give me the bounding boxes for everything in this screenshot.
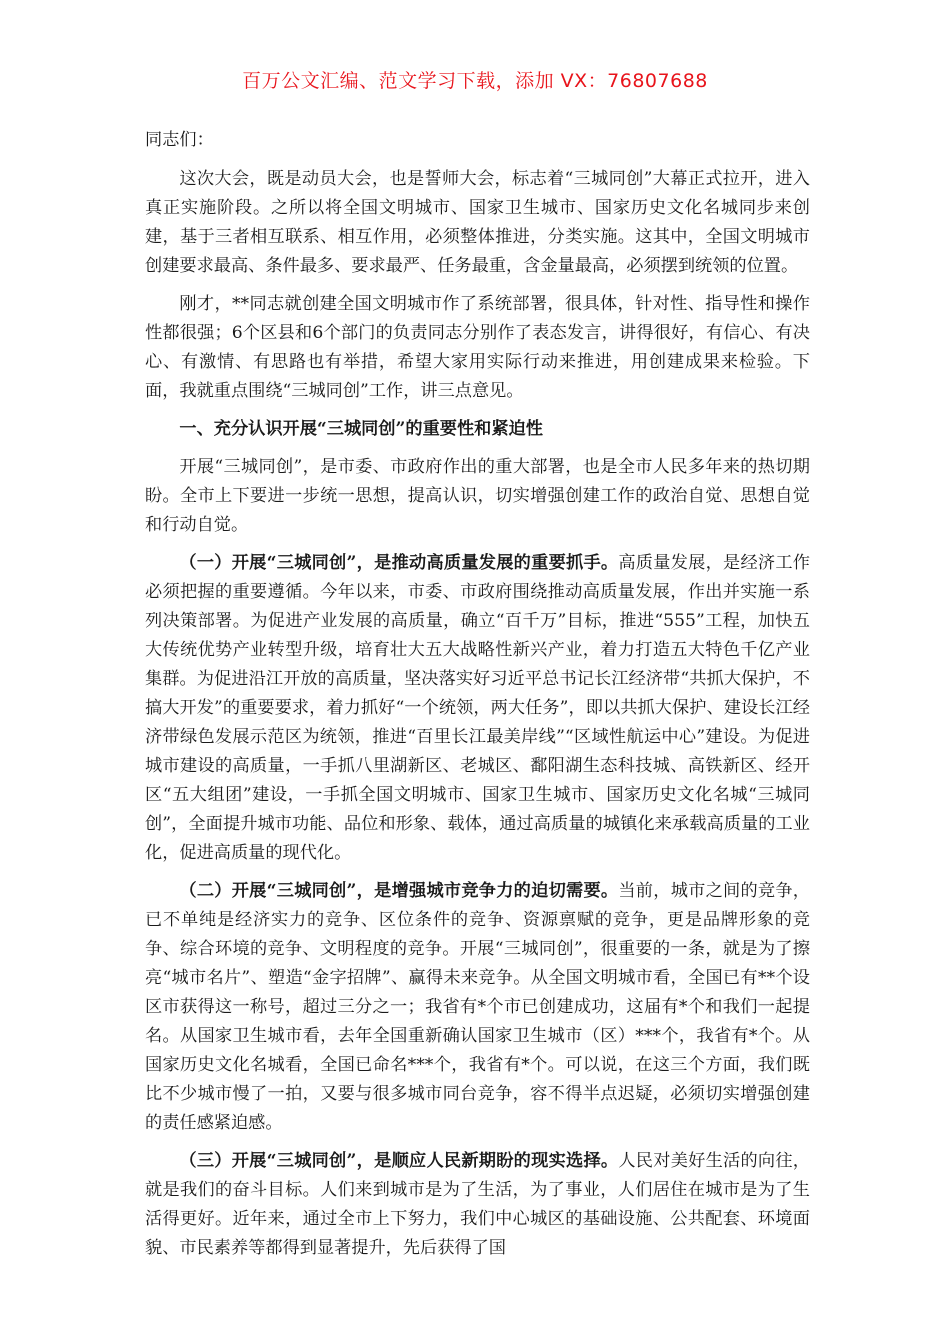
point-body-1: 高质量发展，是经济工作必须把握的重要遵循。今年以来，市委、市政府围绕推动高质量发展，作出并实施一系列决策部署。为促进产业发展的高质量，确立“百千万”目标，推进“555”工程，加快五大传统优势产业转型升级，培育壮大五大战略性新兴产业，着力打造五大特色千亿产业集群。为促进沿江开放的高质量，坚决落实好习近平总书记长江经济带“共抓大保护，不搞大开发”的重要要求，着力抓好“一个统领，两大任务”，即以共抓大保护、建设长江经济带绿色发展示范区为统领，推进“百里长江最美岸线”“区域性航运中心”建设。为促进城市建设的高质量，一手抓八里湖新区、老城区、鄱阳湖生态科技城、高铁新区、经开区“五大组团”建设，一手抓全国文明城市、国家卫生城市、国家历史文化名城“三城同创”，全面提升城市功能、品位和形象、载体，通过高质量的城镇化来承载高质量的工业化，促进高质量的现代化。 (145, 553, 810, 863)
point-lead-3: （三）开展“三城同创”，是顺应人民新期盼的现实选择。 (179, 1151, 619, 1171)
document-body (145, 126, 810, 1272)
point-paragraph-2 (145, 877, 810, 1138)
point-lead-2: （二）开展“三城同创”，是增强城市竞争力的迫切需要。 (179, 881, 619, 901)
point-body-2: 当前，城市之间的竞争，已不单纯是经济实力的竞争、区位条件的竞争、资源禀赋的竞争，更是品牌形象的竞争、综合环境的竞争、文明程度的竞争。开展“三城同创”，很重要的一条，就是为了擦亮“城市名片”、塑造“金字招牌”、赢得未来竞争。从全国文明城市看，全国已有**个设区市获得这一称号，超过三分之一；我省有*个市已创建成功，这届有*个和我们一起提名。从国家卫生城市看，去年全国重新确认国家卫生城市（区）***个，我省有*个。从国家历史文化名城看，全国已命名***个，我省有*个。可以说，在这三个方面，我们既比不少城市慢了一拍，又要与很多城市同台竞争，容不得半点迟疑，必须切实增强创建的责任感紧迫感。 (145, 881, 810, 1133)
point-paragraph-3 (145, 1147, 810, 1263)
promo-banner: 百万公文汇编、范文学习下载，添加 VX：76807688 (242, 70, 708, 92)
section-heading: 一、充分认识开展“三城同创”的重要性和紧迫性 (179, 419, 543, 439)
point-body-3: 人民对美好生活的向往，就是我们的奋斗目标。人们来到城市是为了生活，为了事业，人们居住在城市是为了生活得更好。近年来，通过全市上下努力，我们中心城区的基础设施、公共配套、环境面貌、市民素养等都得到显著提升，先后获得了国 (145, 1151, 810, 1258)
paragraph-opening: 这次大会，既是动员大会，也是誓师大会，标志着“三城同创”大幕正式拉开，进入真正实施阶段。之所以将全国文明城市、国家卫生城市、国家历史文化名城同步来创建，基于三者相互联系、相互作用，必须整体推进，分类实施。这其中，全国文明城市创建要求最高、条件最多、要求最严、任务最重，含金量最高，必须摆到统领的位置。 (145, 169, 810, 276)
section-intro: 开展“三城同创”，是市委、市政府作出的重大部署，也是全市人民多年来的热切期盼。全市上下要进一步统一思想，提高认识，切实增强创建工作的政治自觉、思想自觉和行动自觉。 (145, 457, 810, 535)
salutation: 同志们： (145, 130, 214, 150)
paragraph-remarks: 刚才，**同志就创建全国文明城市作了系统部署，很具体，针对性、指导性和操作性都很强；6个区县和6个部门的负责同志分别作了表态发言，讲得很好，有信心、有决心、有激情、有思路也有举措，希望大家用实际行动来推进，用创建成果来检验。下面，我就重点围绕“三城同创”工作，讲三点意见。 (145, 294, 810, 401)
point-lead-1: （一）开展“三城同创”，是推动高质量发展的重要抓手。 (179, 553, 619, 573)
point-paragraph-1 (145, 549, 810, 868)
